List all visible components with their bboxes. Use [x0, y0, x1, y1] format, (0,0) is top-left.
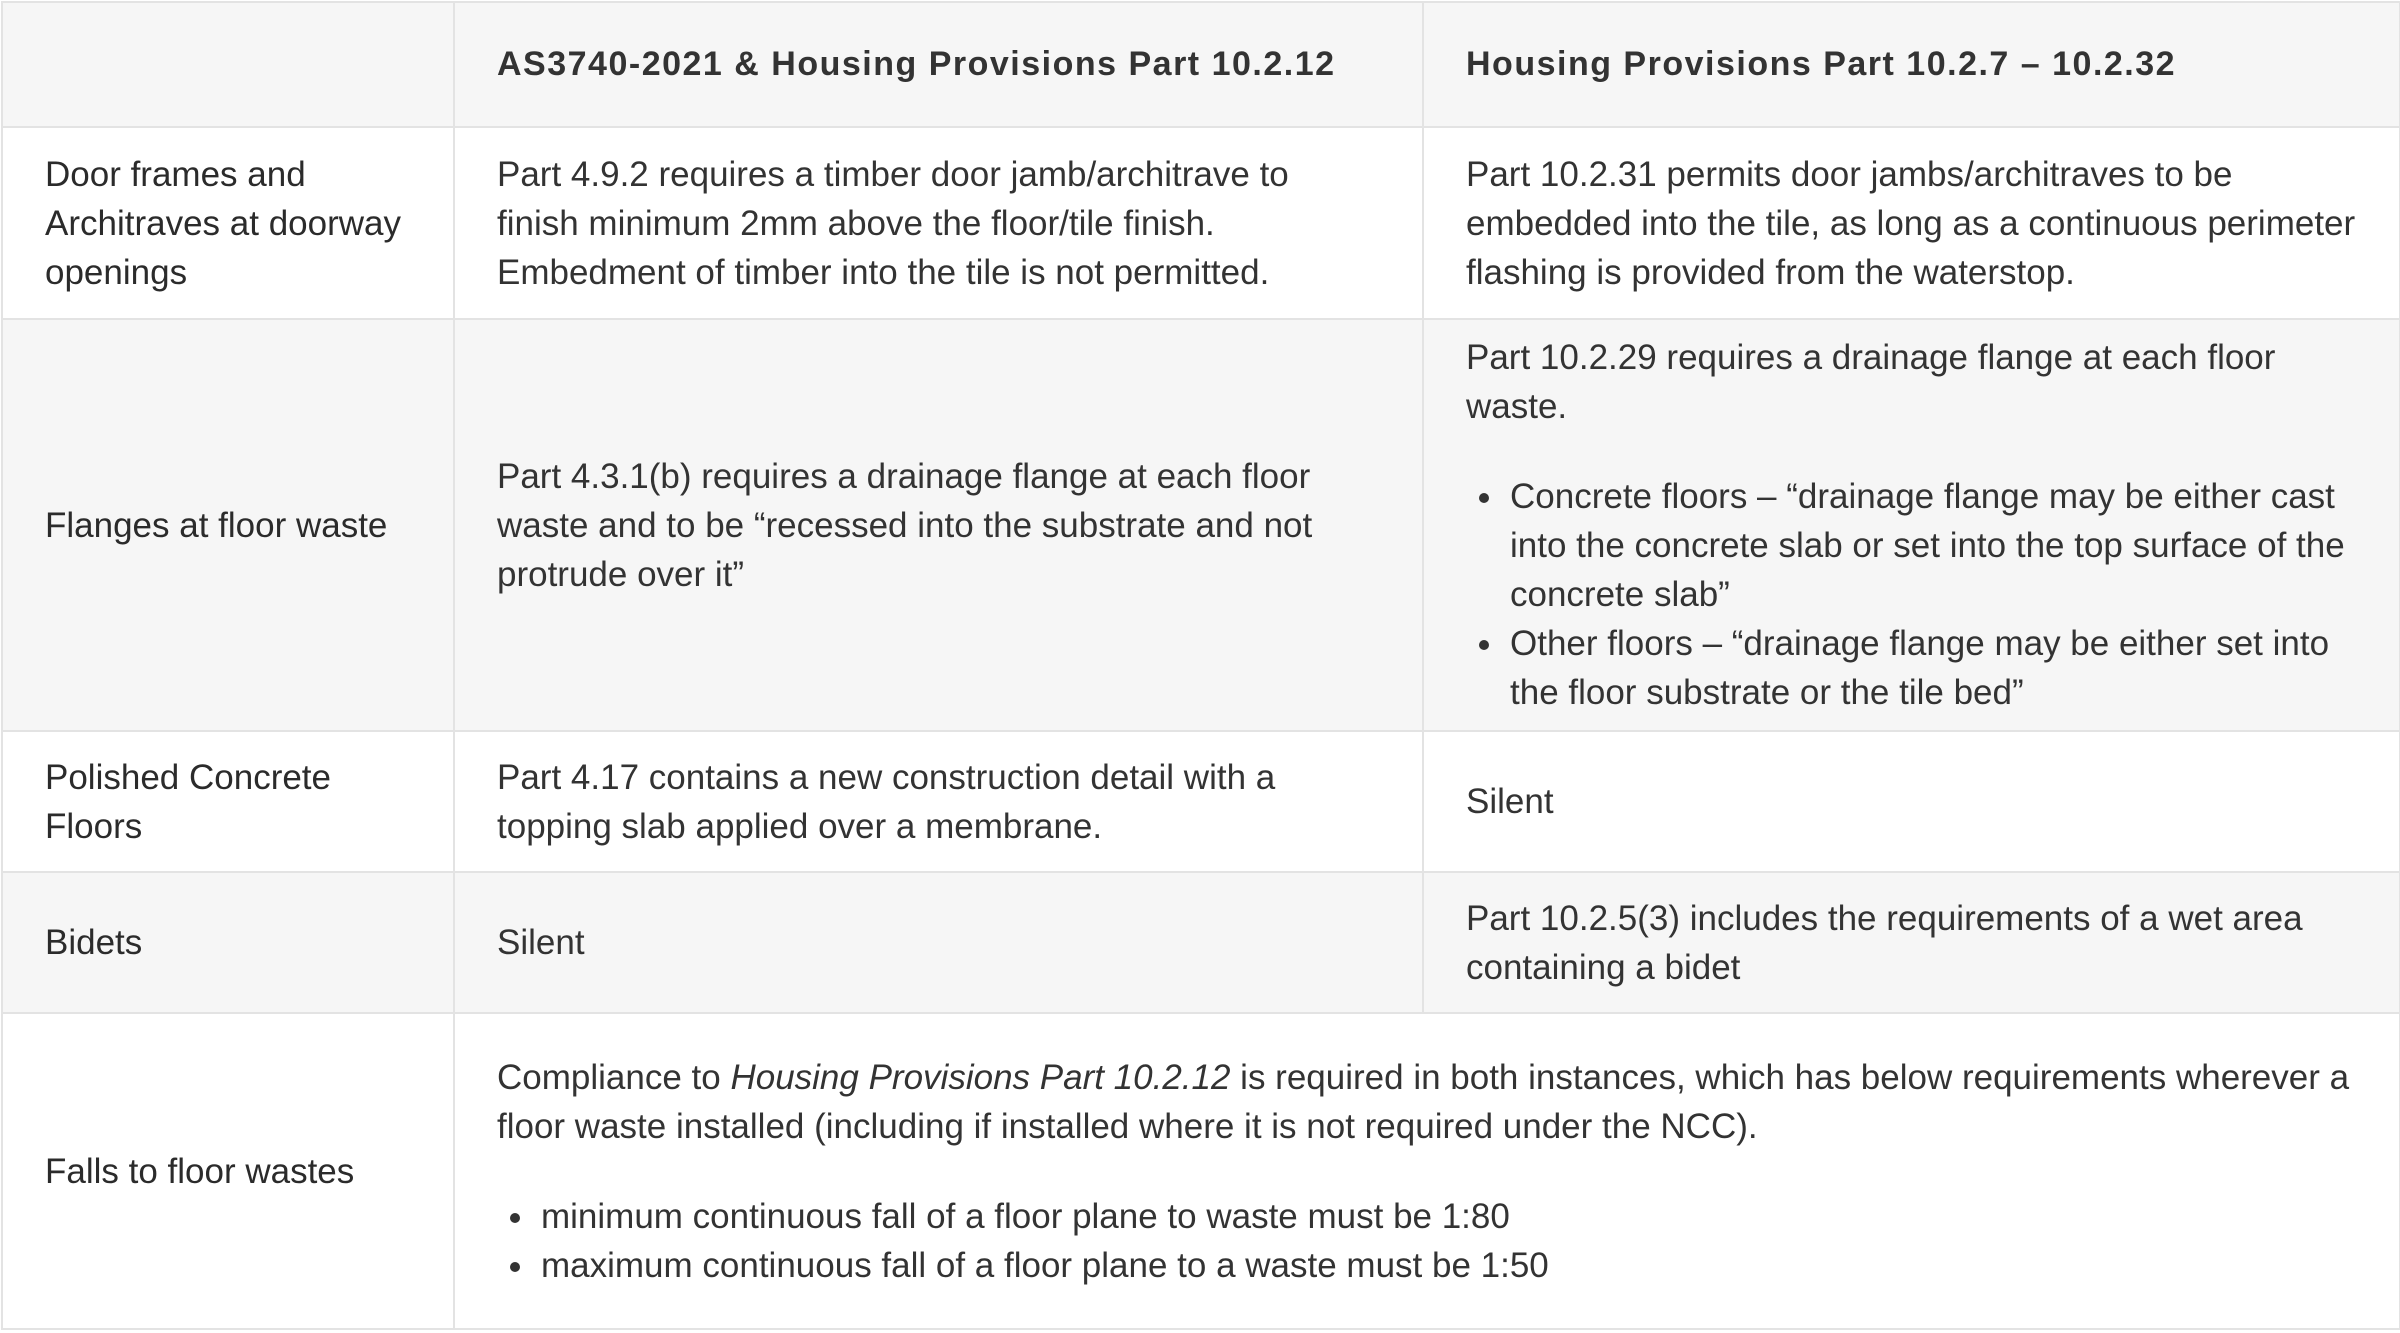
list-item: • minimum continuous fall of a floor plane to waste must be 1:80 — [537, 1192, 2357, 1241]
housing-cell: Part 10.2.31 permits door jambs/architraves to be embedded into the tile, as long as a continuous perimeter flashing is provided from the waterstop. — [1423, 127, 2400, 319]
row-label: Falls to floor wastes — [2, 1013, 454, 1329]
as3740-cell: Silent — [454, 872, 1423, 1013]
table-row — [2, 1013, 2400, 1329]
housing-cell: Part 10.2.5(3) includes the requirements of a wet area containing a bidet — [1423, 872, 2400, 1013]
housing-bullet-list — [1466, 472, 2357, 717]
merged-bullet-list — [497, 1192, 2357, 1290]
table-row — [2, 731, 2400, 872]
housing-intro-text: Part 10.2.29 requires a drainage flange at each floor waste. — [1466, 338, 2276, 426]
as3740-cell: Part 4.3.1(b) requires a drainage flange at each floor waste and to be “recessed into the substrate and not protrude over it” — [454, 319, 1423, 731]
row-label: Door frames and Architraves at doorway openings — [2, 127, 454, 319]
header-cell-housing-provisions: Housing Provisions Part 10.2.7 – 10.2.32 — [1423, 2, 2400, 127]
merged-text-post: is required in both instances, which has below requirements wherever a floor waste installed (including if installed where it is not required under the NCC). — [497, 1057, 2350, 1146]
list-item: • Concrete floors – “drainage flange may be either cast into the concrete slab or set into the top surface of the concrete slab” — [1506, 472, 2357, 619]
as3740-cell: Part 4.9.2 requires a timber door jamb/architrave to finish minimum 2mm above the floor/tile finish. Embedment of timber into the tile is not permitted. — [454, 127, 1423, 319]
table-row — [2, 319, 2400, 731]
comparison-table — [1, 1, 2400, 1330]
row-label: Polished Concrete Floors — [2, 731, 454, 872]
table-row — [2, 872, 2400, 1013]
table-row — [2, 127, 2400, 319]
merged-cell — [454, 1013, 2400, 1329]
housing-cell — [1423, 319, 2400, 731]
as3740-cell: Part 4.17 contains a new construction detail with a topping slab applied over a membrane. — [454, 731, 1423, 872]
table-header-row — [2, 2, 2400, 127]
row-label: Bidets — [2, 872, 454, 1013]
merged-intro-text — [497, 1053, 2357, 1151]
list-item: • maximum continuous fall of a floor plane to a waste must be 1:50 — [537, 1241, 2357, 1290]
row-label: Flanges at floor waste — [2, 319, 454, 731]
merged-text-emphasis: Housing Provisions Part 10.2.12 — [730, 1057, 1231, 1097]
header-cell-as3740: AS3740-2021 & Housing Provisions Part 10.2.12 — [454, 2, 1423, 127]
header-cell-empty — [2, 2, 454, 127]
list-item: • Other floors – “drainage flange may be either set into the floor substrate or the tile bed” — [1506, 619, 2357, 717]
merged-text-pre: Compliance to — [497, 1057, 731, 1097]
housing-cell: Silent — [1423, 731, 2400, 872]
